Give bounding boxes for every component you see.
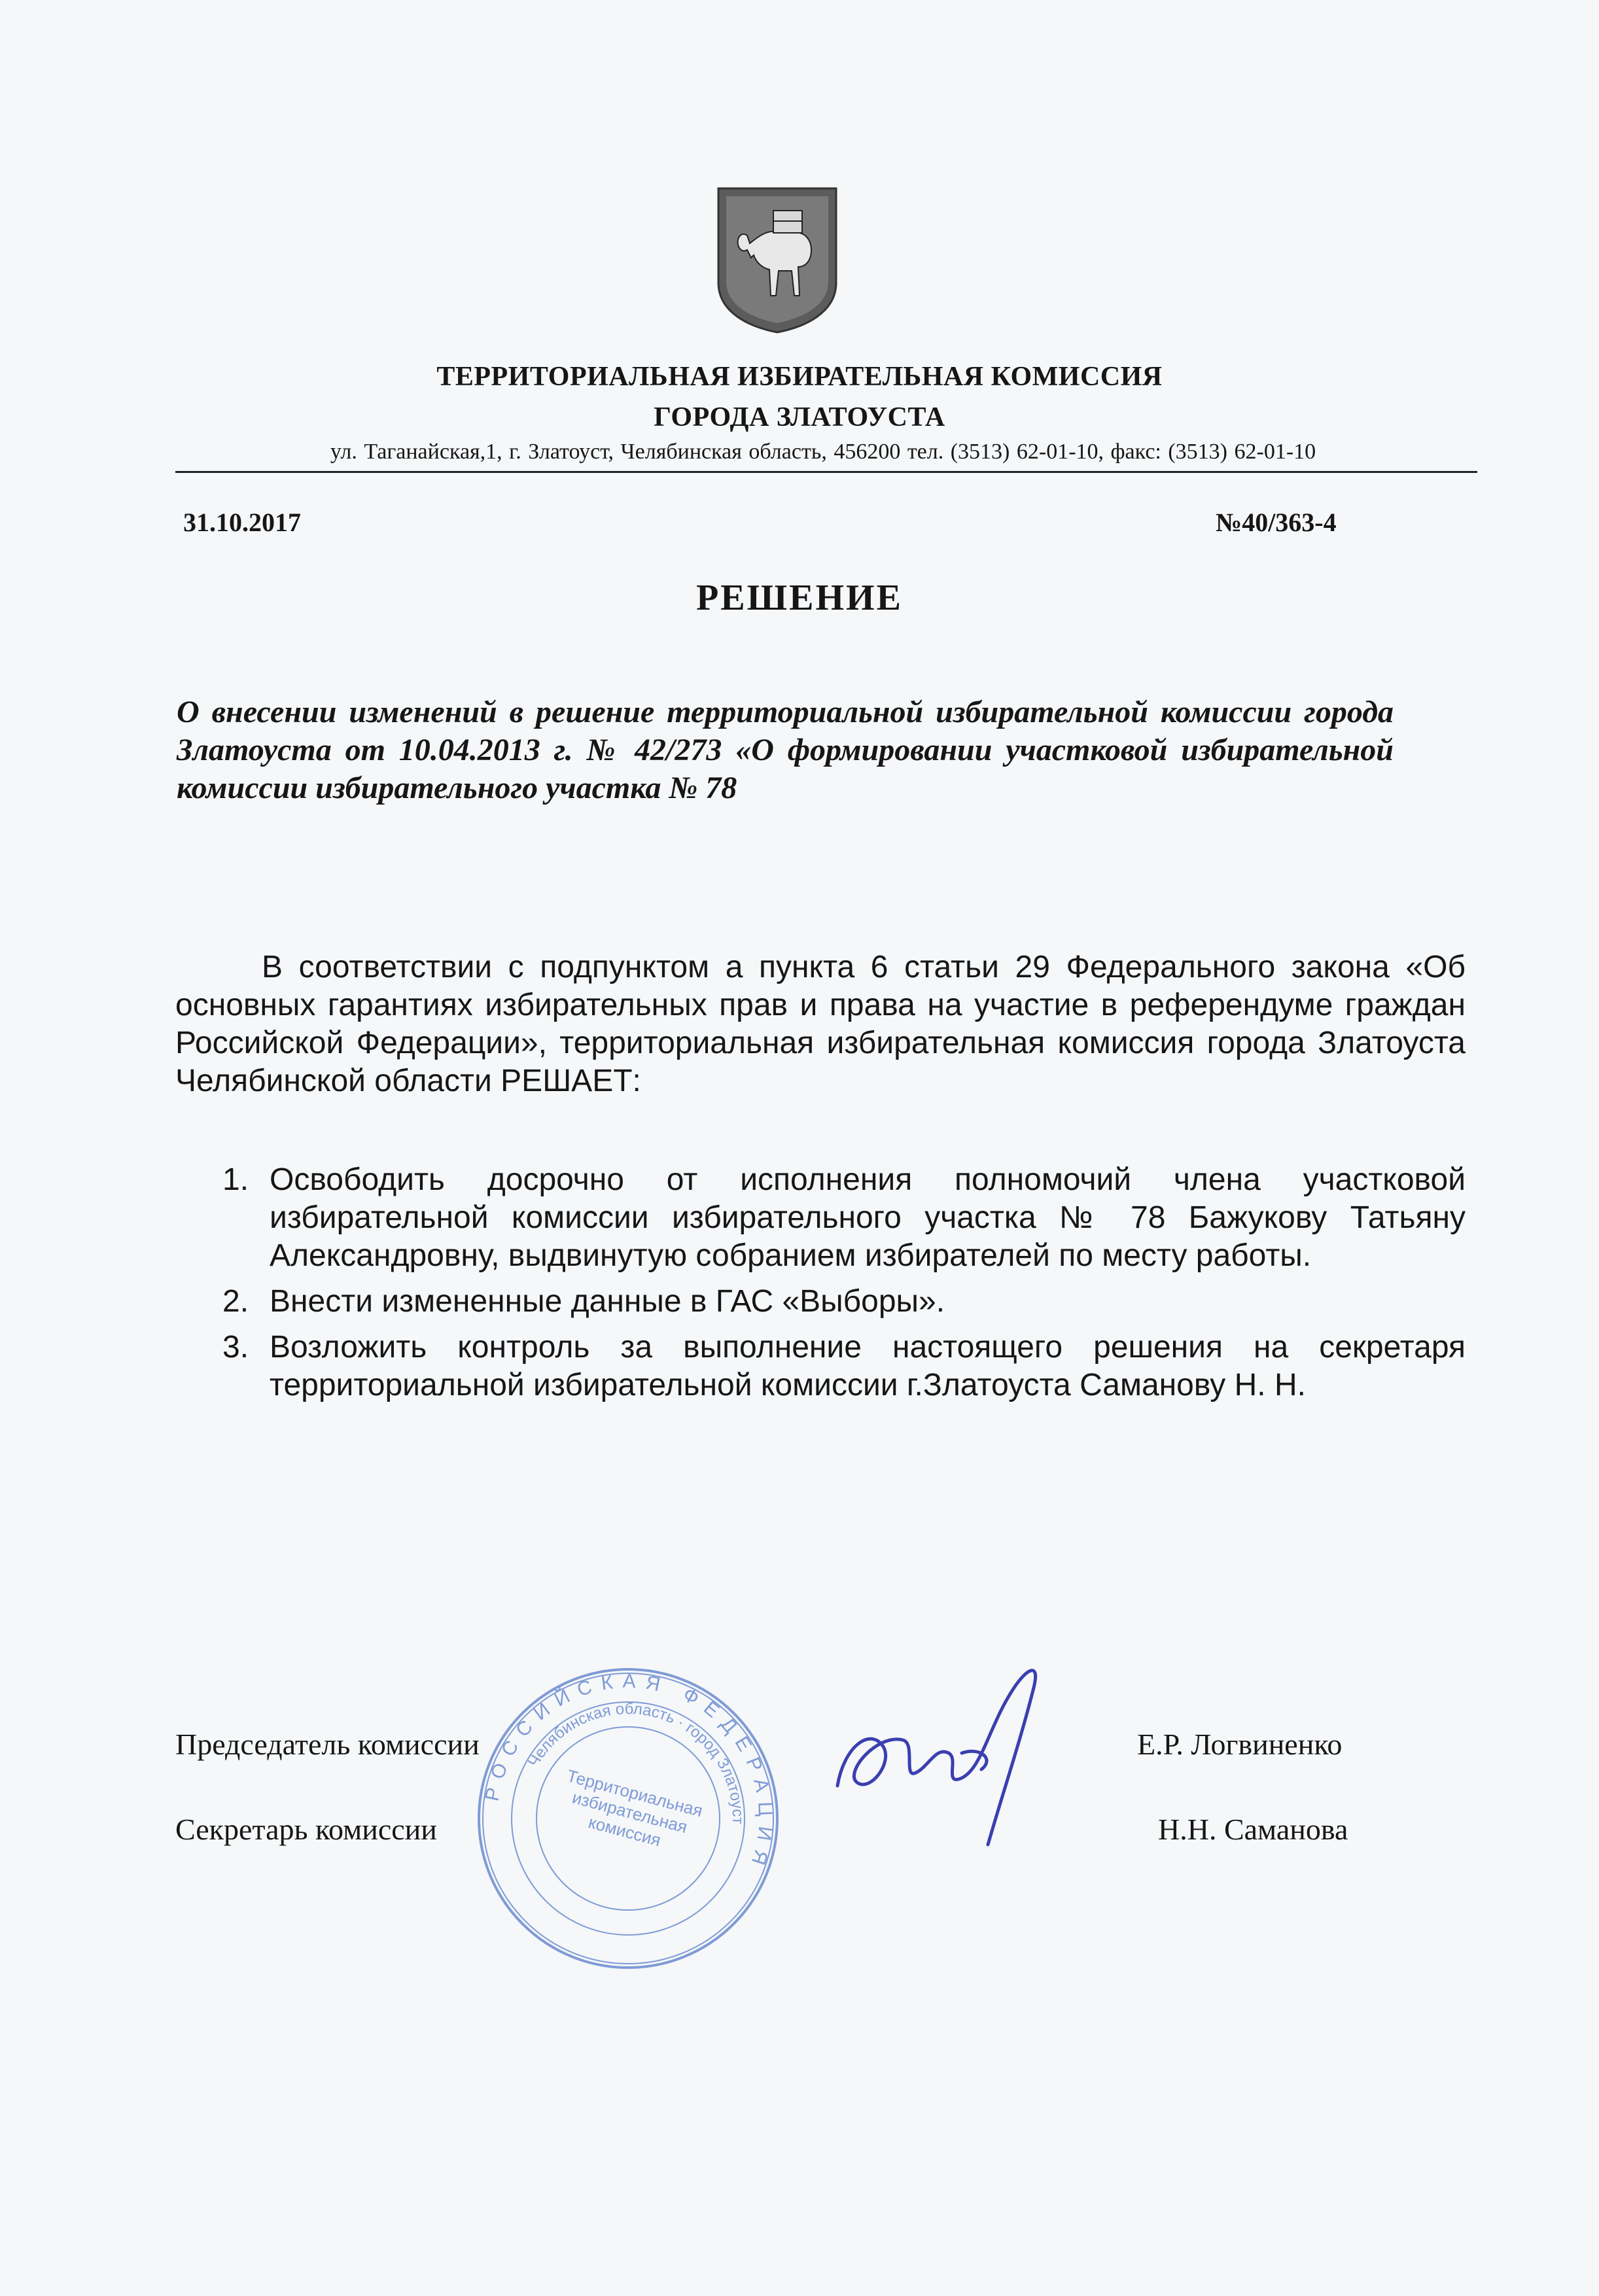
list-item [222,1283,1466,1321]
svg-text:РОССИЙСКАЯ ФЕДЕРАЦИЯ: РОССИЙСКАЯ ФЕДЕРАЦИЯ [481,1670,777,1877]
list-item [222,1329,1466,1404]
organization-city: ГОРОДА ЗЛАТОУСТА [654,402,945,432]
header-divider [175,471,1477,473]
secretary-label: Секретарь комиссии [175,1813,437,1846]
list-item-number: 1. [222,1162,249,1197]
document-intro: В соответствии с подпунктом а пункта 6 статьи 29 Федерального закона «Об основных гарантиях избирательных прав и права на участие в референдуме граждан Российской Федерации», территориальная избирательная комиссия города Златоуста Челябинской области РЕШАЕТ: [175,950,1466,1098]
official-stamp: РОССИЙСКАЯ ФЕДЕРАЦИЯ Челябинская область · город Златоуст Территориальная избирательная комиссия [474,1665,782,1972]
list-item-number: 3. [222,1330,249,1365]
list-item-text: Освободить досрочно от исполнения полномочий члена участковой избирательной комиссии избирательного участка № 78 Бажукову Татьяну Александровну, выдвинутую собранием избирателей по месту работы. [270,1162,1466,1273]
document-title: РЕШЕНИЕ [696,578,903,618]
list-item [222,1161,1466,1275]
coat-of-arms-camel-icon [713,184,841,335]
document-date: 31.10.2017 [183,508,301,537]
organization-name: ТЕРРИТОРИАЛЬНАЯ ИЗБИРАТЕЛЬНАЯ КОМИССИЯ [436,362,1163,392]
decision-list [222,1161,1466,1412]
document-subject: О внесении изменений в решение территориальной избирательной комиссии города Златоуста от 10.04.2013 г. № 42/273 «О формировании участковой избирательной комиссии избирательного участка № 78 [177,695,1394,805]
document-number: №40/363-4 [1216,508,1337,537]
handwritten-signature [824,1648,1086,1858]
organization-address: ул. Таганайская,1, г. Златоуст, Челябинская область, 456200 тел. (3513) 62-01-10, факс: (3513) 62-01-10 [330,440,1316,464]
list-item-number: 2. [222,1284,249,1319]
chair-name: Е.Р. Логвиненко [1137,1728,1343,1761]
chair-label: Председатель комиссии [175,1728,480,1761]
svg-text:Челябинская область · город Зл: Челябинская область · город Златоуст [524,1699,747,1824]
list-item-text: Возложить контроль за выполнение настоящего решения на секретаря территориальной избирательной комиссии г.Златоуста Саманову Н. Н. [270,1330,1466,1402]
secretary-name: Н.Н. Саманова [1158,1813,1348,1846]
list-item-text: Внести измененные данные в ГАС «Выборы». [270,1284,945,1319]
